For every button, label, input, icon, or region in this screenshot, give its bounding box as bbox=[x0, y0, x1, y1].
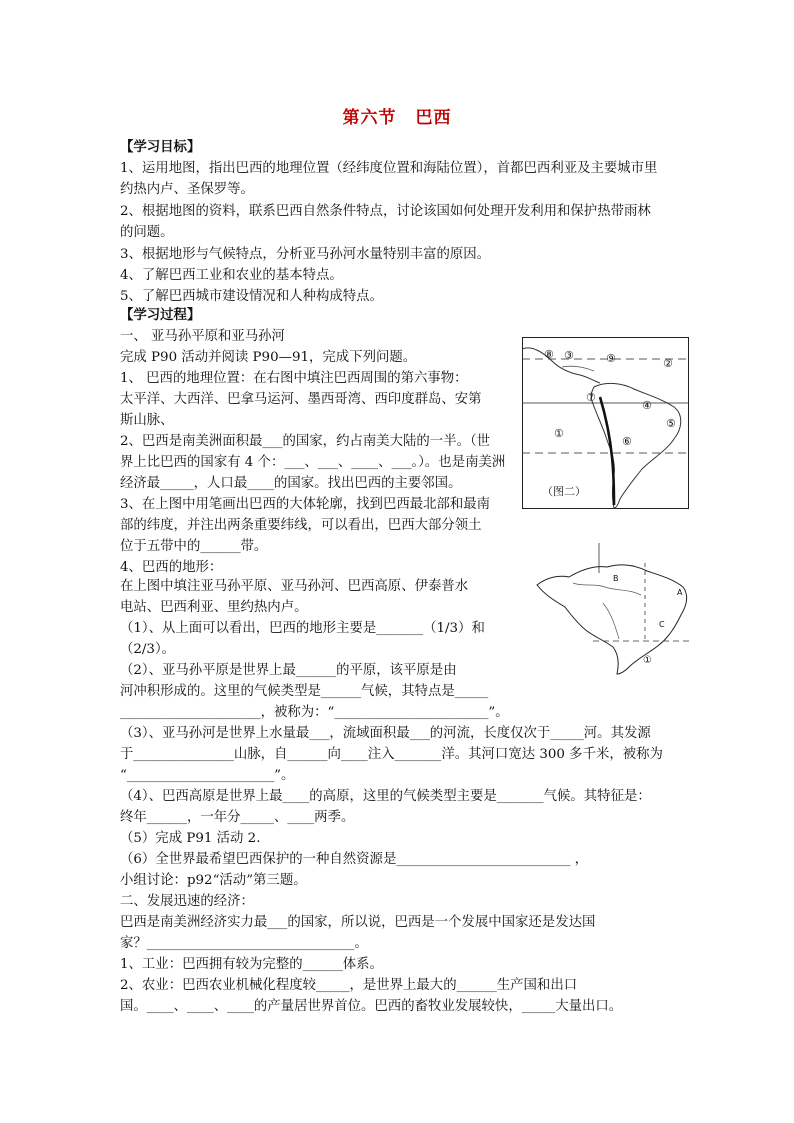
text-line: 二、发展迅速的经济： bbox=[120, 894, 254, 909]
marker-4: ④ bbox=[642, 399, 652, 412]
marker-6: ⑥ bbox=[622, 435, 632, 448]
text-line: 巴西是南美洲经济实力最___的国家，所以说，巴西是一个发展中国家还是发达国 bbox=[120, 915, 596, 930]
brazil-map bbox=[533, 543, 693, 675]
text-line: 1、工业：巴西拥有较为完整的______体系。 bbox=[120, 957, 383, 972]
text-line: 完成 P90 活动并阅读 P90—91，完成下列问题。 bbox=[120, 350, 417, 365]
marker-8: ⑧ bbox=[544, 348, 554, 361]
text-line: 于_______________山脉，自______向____注入_______洋。其河口宽达 300 多千米，被称为 bbox=[120, 747, 663, 762]
text-line: （1）、从上面可以看出，巴西的地形主要是_______（1/3）和 bbox=[120, 621, 485, 636]
text-line: 位于五带中的______带。 bbox=[120, 539, 268, 554]
text-line: 经济最_____，人口最____的国家。找出巴西的主要邻国。 bbox=[120, 476, 462, 491]
text-line: 1、运用地图，指出巴西的地理位置（经纬度位置和海陆位置），首都巴西利亚及主要城市里 bbox=[120, 161, 658, 176]
text-line: 斯山脉、 bbox=[120, 413, 174, 428]
text-line: 3、在上图中用笔画出巴西的大体轮廓，找到巴西最北部和最南 bbox=[120, 497, 491, 512]
text-line: 电站、巴西利亚、里约热内卢。 bbox=[120, 600, 308, 615]
heading-process: 【学习过程】 bbox=[120, 307, 201, 323]
title-country: 巴西 bbox=[415, 108, 452, 128]
marker-3: ③ bbox=[564, 349, 574, 362]
marker-1: ① bbox=[554, 427, 564, 440]
text-line: 一、 亚马孙平原和亚马孙河 bbox=[120, 329, 285, 344]
text-line: 约热内卢、圣保罗等。 bbox=[120, 182, 254, 197]
text-line: 2、巴西是南美洲面积最___的国家，约占南美大陆的一半。（世 bbox=[120, 434, 491, 449]
text-line: 界上比巴西的国家有 4 个：___、___、____、___。）。也是南美洲 bbox=[120, 455, 506, 470]
text-line: 5、了解巴西城市建设情况和人种构成特点。 bbox=[120, 289, 383, 304]
marker-7: ⑦ bbox=[586, 391, 596, 404]
text-line: 1、 巴西的地理位置：在右图中填注巴西周围的第六事物： bbox=[120, 371, 468, 386]
marker-1: ① bbox=[643, 655, 652, 666]
marker-c: C bbox=[659, 620, 665, 629]
text-line: 国。____、____、____的产量居世界首位。巴西的畜牧业发展较快，_____大量出口。 bbox=[120, 999, 623, 1014]
title-section: 第六节 bbox=[342, 108, 397, 128]
text-line: （5）完成 P91 活动 2. bbox=[120, 831, 261, 846]
text-line: 2、根据地图的资料，联系巴西自然条件特点，讨论该国如何处理开发利用和保护热带雨林 bbox=[120, 204, 651, 219]
marker-b: B bbox=[613, 574, 619, 583]
text-line: 4、了解巴西工业和农业的基本特点。 bbox=[120, 268, 343, 283]
text-line: 部的纬度，并注出两条重要纬线，可以看出，巴西大部分领土 bbox=[120, 518, 482, 533]
text-line: 太平洋、大西洋、巴拿马运河、墨西哥湾、西印度群岛、安第 bbox=[120, 392, 482, 407]
marker-a: A bbox=[677, 588, 683, 597]
text-line: _____________________，被称为：“_______________________”。 bbox=[120, 705, 509, 720]
text-line: （6）全世界最希望巴西保护的一种自然资源是__________________________ ， bbox=[120, 852, 589, 867]
marker-2: ② bbox=[663, 357, 673, 370]
text-line: （3）、亚马孙河是世界上水量最___，流域面积最___的河流，长度仅次于_____河。其发源 bbox=[120, 726, 651, 741]
text-line: 河冲积形成的。这里的气候类型是______气候，其特点是_____ bbox=[120, 684, 489, 699]
text-line: （2）、亚马孙平原是世界上最______的平原，该平原是由 bbox=[120, 663, 457, 678]
south-america-map bbox=[522, 337, 689, 509]
marker-5: ⑤ bbox=[666, 417, 676, 430]
text-line: 4、巴西的地形： bbox=[120, 560, 223, 575]
text-line: （4）、巴西高原是世界上最____的高原，这里的气候类型主要是_______气候。其特征是： bbox=[120, 789, 651, 804]
text-line: （2/3）。 bbox=[120, 642, 176, 657]
text-line: 的问题。 bbox=[120, 225, 174, 240]
text-line: 3、根据地形与气候特点，分析亚马孙河水量特别丰富的原因。 bbox=[120, 247, 491, 262]
page-title bbox=[0, 103, 794, 128]
text-line: 终年______，一年分_____、____两季。 bbox=[120, 810, 355, 825]
text-line: 2、农业：巴西农业机械化程度较_____，是世界上最大的______生产国和出口 bbox=[120, 978, 578, 993]
text-line: 家？_______________________________。 bbox=[120, 936, 368, 951]
text-line: 在上图中填注亚马孙平原、亚马孙河、巴西高原、伊泰普水 bbox=[120, 579, 469, 594]
heading-objectives: 【学习目标】 bbox=[120, 139, 201, 155]
text-line: “______________________”。 bbox=[120, 768, 295, 783]
map-caption: （图二） bbox=[542, 485, 586, 498]
marker-9: ⑨ bbox=[606, 352, 616, 365]
text-line: 小组讨论：p92“活动”第三题。 bbox=[120, 873, 307, 888]
